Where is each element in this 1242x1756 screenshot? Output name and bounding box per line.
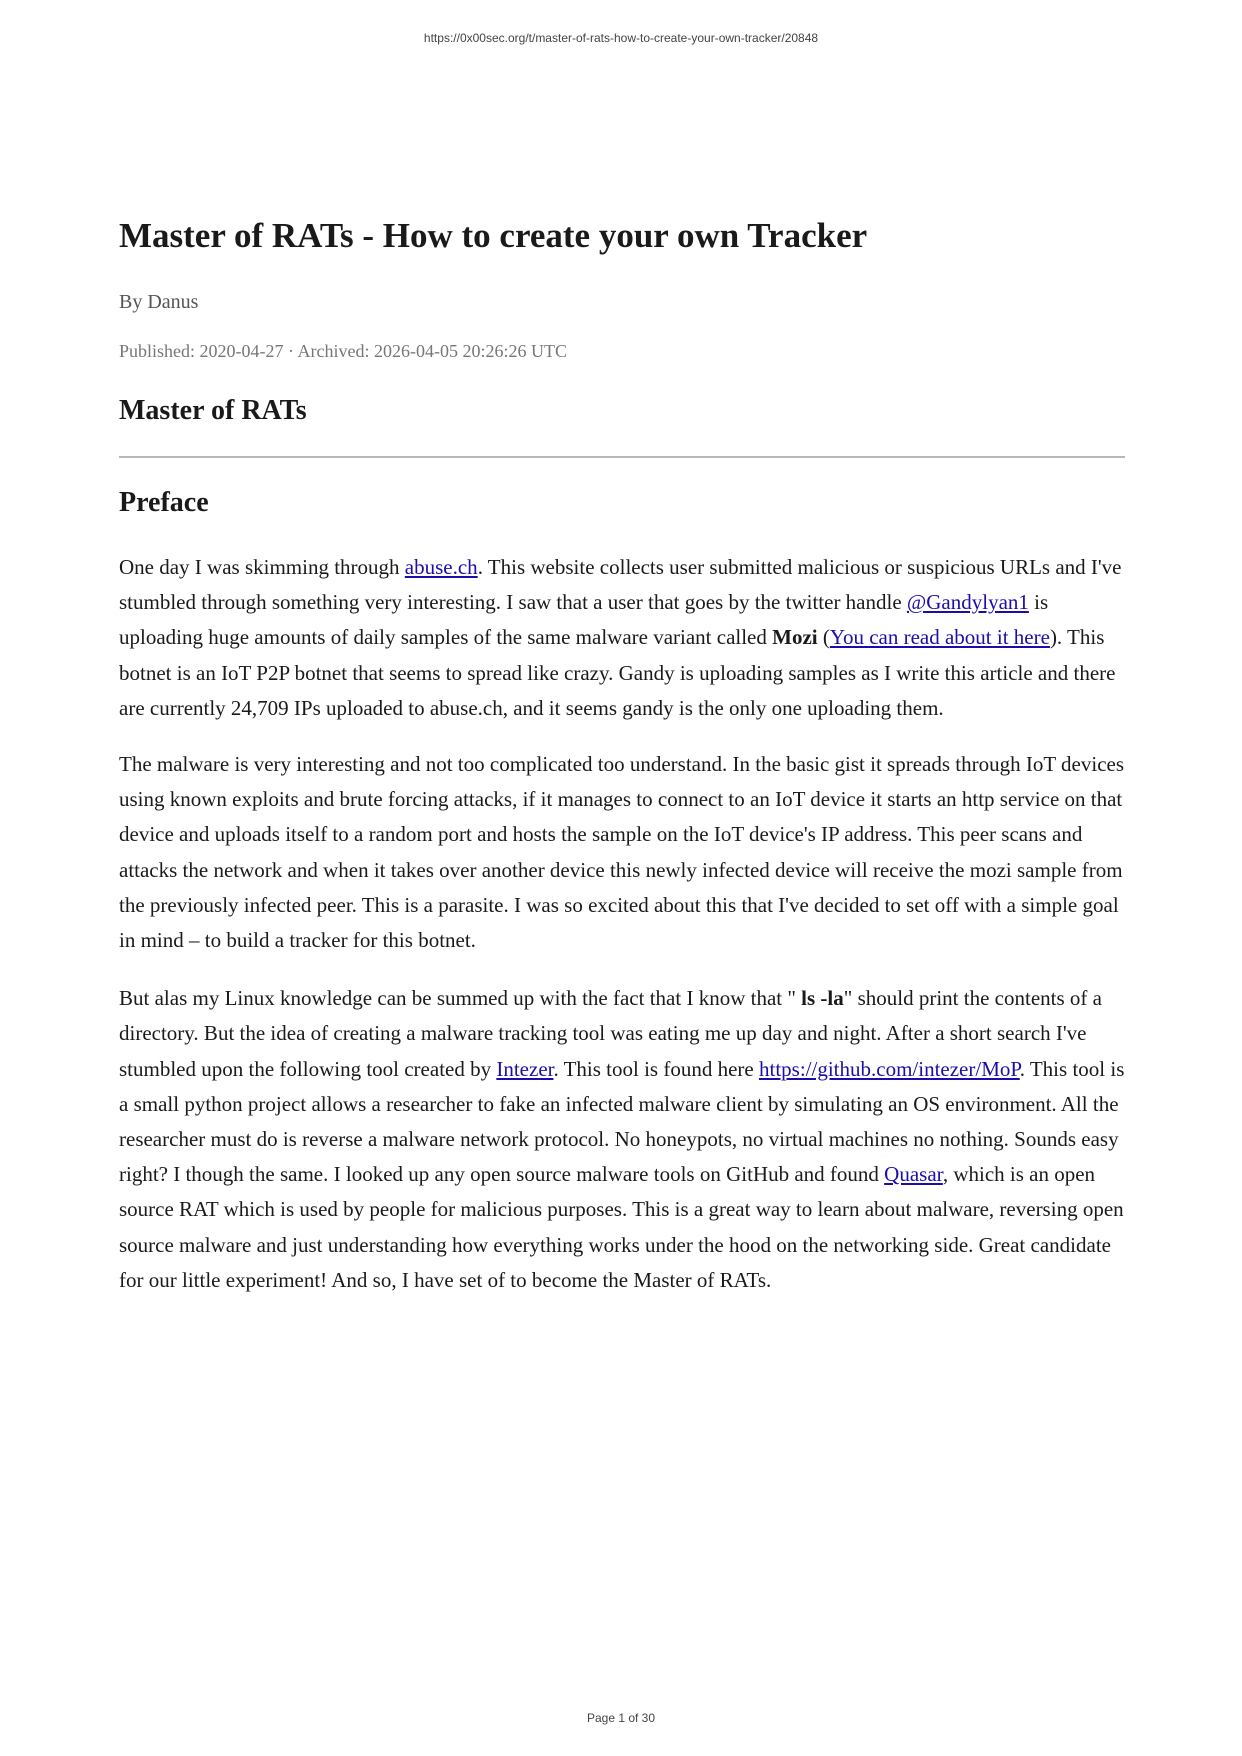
link-github-mop[interactable]: https://github.com/intezer/MoP [758, 1056, 1020, 1081]
page-url-header: https://0x00sec.org/t/master-of-rats-how-to-create-your-own-tracker/20848 [423, 31, 819, 45]
article [119, 208, 1125, 1298]
text-run: is uploading huge amounts of daily samples of the same malware variant called [119, 590, 1049, 650]
paragraph-malware-description: The malware is very interesting and not too complicated too understand. In the basic gist it spreads through IoT devices using known exploits and brute forcing attacks, if it manages to connect to an IoT device it starts an http service on that device and uploads itself to a random port and hosts the sample on the IoT device's IP address. This peer scans and attacks the network and when it takes over another device this newly infected device will receive the mozi sample from the previously infected peer. This is a parasite. I was so excited about this that I've decided to set off with a simple goal in mind – to build a tracker for this botnet. [119, 752, 1125, 953]
text-run: . This tool is a small python project allows a researcher to fake an infected malware client by simulating an OS environment. All the researcher must do is reverse a malware network protocol. No honeypots, no virtual machines no nothing. Sounds easy right? I though the same. I looked up any open source malware tools on GitHub and found [119, 1056, 1125, 1187]
link-gandylyan1[interactable]: @Gandylyan1 [906, 590, 1029, 615]
paragraph-intro [119, 550, 1125, 726]
text-run: " should print the contents of a directory. But the idea of creating a malware tracking tool was eating me up day and night. After a short search I've stumbled upon the following tool created by [119, 986, 1102, 1081]
link-read-about-it[interactable]: You can read about it here [829, 625, 1050, 650]
bold-ls-la: ls -la [801, 986, 844, 1011]
bold-mozi: Mozi [772, 625, 818, 650]
section-heading-preface: Preface [119, 487, 209, 518]
section-heading-master-of-rats: Master of RATs [119, 395, 307, 426]
text-run: But alas my Linux knowledge can be summed up with the fact that I know that " [119, 986, 802, 1011]
link-intezer[interactable]: Intezer [496, 1056, 554, 1081]
text-run: . This website collects user submitted malicious or suspicious URLs and I've stumbled through something very interesting. I saw that a user that goes by the twitter handle [119, 555, 1122, 615]
link-abuse-ch[interactable]: abuse.ch [404, 555, 478, 579]
page-title: Master of RATs - How to create your own Tracker [119, 216, 868, 255]
publish-meta: Published: 2020-04-27 · Archived: 2026-04-05 20:26:26 UTC [119, 341, 567, 361]
page-number-footer: Page 1 of 30 [586, 1711, 656, 1725]
link-quasar[interactable]: Quasar [884, 1162, 943, 1187]
text-run: One day I was skimming through [119, 555, 405, 579]
byline: By Danus [119, 291, 199, 313]
text-run: . This tool is found here [553, 1056, 759, 1081]
text-run: , which is an open source RAT which is used by people for malicious purposes. This is a great way to learn about malware, reversing open source malware and just understanding how everything works under the hood on the networking side. Great candidate for our little experiment! And so, I have set of to become the Master of RATs. [119, 1162, 1124, 1292]
text-run: ( [817, 625, 830, 650]
divider [119, 456, 1125, 458]
text-run: ). This botnet is an IoT P2P botnet that seems to spread like crazy. Gandy is uploading samples as I write this article and there are currently 24,709 IPs uploaded to abuse.ch, and it seems gandy is the only one uploading them. [119, 625, 1116, 720]
paragraph-tooling [119, 981, 1125, 1298]
